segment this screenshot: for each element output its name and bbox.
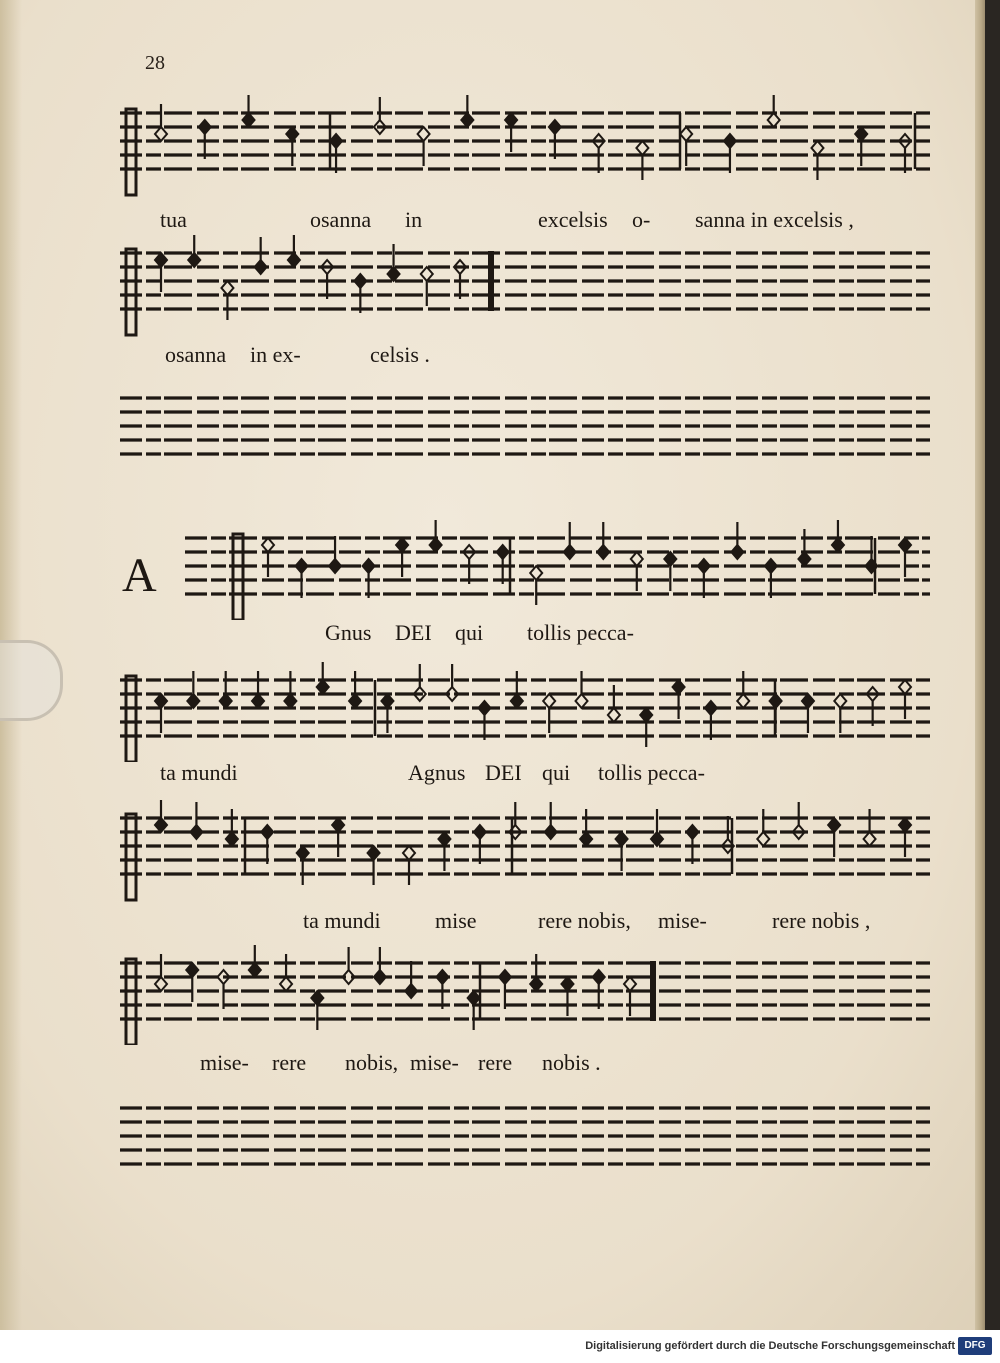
note-icon	[530, 954, 542, 991]
note-icon	[288, 235, 300, 267]
note-icon	[737, 671, 749, 708]
staff	[120, 390, 930, 465]
note-icon	[262, 538, 274, 577]
music-system-3-empty	[120, 390, 930, 465]
lyric-word: excelsis	[538, 207, 608, 232]
note-icon	[438, 832, 450, 871]
note-icon	[543, 694, 555, 733]
note-icon	[155, 800, 167, 832]
final-barline	[488, 251, 494, 311]
lyric-word: rere nobis,	[538, 908, 631, 933]
clef-icon	[233, 534, 243, 620]
note-icon	[664, 552, 676, 591]
lyrics-line	[120, 908, 930, 938]
note-icon	[221, 281, 233, 320]
note-icon	[468, 991, 480, 1030]
lyrics-line	[120, 1050, 930, 1080]
note-icon	[576, 671, 588, 708]
note-icon	[802, 694, 814, 733]
clef-icon	[126, 109, 136, 195]
note-icon	[155, 954, 167, 991]
digitization-footer	[0, 1330, 1000, 1363]
note-icon	[311, 991, 323, 1030]
note-icon	[636, 141, 648, 180]
note-icon	[418, 127, 430, 166]
staff	[120, 945, 930, 1045]
note-icon	[286, 127, 298, 166]
footer-credit: Digitalisierung gefördert durch die Deutsche Forschungsgemeinschaft	[585, 1340, 955, 1352]
note-icon	[770, 694, 782, 733]
note-icon	[155, 104, 167, 141]
note-icon	[899, 538, 911, 577]
note-icon	[828, 818, 840, 857]
lyric-word: rere	[478, 1050, 513, 1075]
note-icon	[155, 694, 167, 733]
lyric-word: celsis .	[370, 342, 430, 367]
lyric-word: tollis pecca-	[527, 620, 634, 645]
note-icon	[155, 253, 167, 292]
music-system-8-empty	[120, 1100, 930, 1175]
staff	[120, 1100, 930, 1175]
note-icon	[461, 95, 473, 127]
note-icon	[545, 802, 557, 839]
note-icon	[190, 802, 202, 839]
note-icon	[317, 662, 329, 694]
lyrics-line	[120, 207, 930, 237]
note-icon	[187, 671, 199, 708]
note-icon	[640, 708, 652, 747]
lyric-word: mise	[435, 908, 477, 933]
note-icon	[608, 685, 620, 722]
note-icon	[343, 947, 355, 984]
clef-icon	[126, 959, 136, 1045]
lyric-word: mise-	[658, 908, 707, 933]
note-icon	[680, 127, 692, 166]
music-system-2	[120, 235, 930, 367]
note-icon	[864, 809, 876, 846]
note-icon	[511, 671, 523, 708]
note-icon	[396, 538, 408, 577]
lyric-word: qui	[542, 760, 571, 785]
lyric-word: DEI	[395, 620, 432, 645]
note-icon	[186, 963, 198, 1002]
note-icon	[430, 520, 442, 552]
note-icon	[899, 680, 911, 719]
paper-clip-icon	[0, 640, 63, 721]
lyrics-line	[120, 760, 930, 790]
lyric-word: ta mundi	[160, 760, 238, 785]
note-icon	[561, 977, 573, 1016]
note-icon	[255, 237, 267, 274]
lyric-word: sanna in excelsis ,	[695, 207, 854, 232]
note-icon	[624, 977, 636, 1016]
dfg-logo: DFG	[958, 1337, 992, 1355]
note-icon	[505, 113, 517, 152]
note-icon	[405, 961, 417, 998]
lyric-word: rere	[272, 1050, 307, 1075]
note-icon	[631, 552, 643, 591]
lyric-word: ta mundi	[303, 908, 381, 933]
note-icon	[616, 832, 628, 871]
music-system-6	[120, 800, 930, 933]
lyric-word: Gnus	[325, 620, 372, 645]
staff	[185, 520, 930, 620]
note-icon	[673, 680, 685, 719]
lyrics-line	[120, 342, 930, 372]
note-icon	[249, 945, 261, 977]
note-icon	[855, 127, 867, 166]
lyric-word: o-	[632, 207, 651, 232]
staff	[120, 800, 930, 905]
lyric-word: tollis pecca-	[598, 760, 705, 785]
note-icon	[284, 671, 296, 708]
staff	[120, 235, 930, 340]
lyric-word: osanna	[310, 207, 372, 232]
note-icon	[421, 267, 433, 306]
note-icon	[580, 809, 592, 846]
staff	[120, 662, 930, 762]
note-icon	[798, 529, 810, 566]
lyric-word: nobis .	[542, 1050, 601, 1075]
note-icon	[297, 846, 309, 885]
initial-letter: A	[122, 549, 157, 602]
lyric-word: in ex-	[250, 342, 301, 367]
note-icon	[388, 244, 400, 281]
note-icon	[530, 566, 542, 605]
lyric-word: tua	[160, 207, 187, 232]
note-icon	[834, 694, 846, 733]
note-icon	[252, 671, 264, 708]
music-system-5	[120, 662, 930, 785]
note-icon	[374, 947, 386, 984]
lyric-word: DEI	[485, 760, 522, 785]
note-icon	[651, 809, 663, 846]
clef-icon	[126, 249, 136, 335]
note-icon	[332, 818, 344, 857]
note-icon	[368, 846, 380, 885]
note-icon	[381, 694, 393, 733]
note-icon	[811, 141, 823, 180]
note-icon	[220, 671, 232, 708]
lyric-word: nobis,	[345, 1050, 399, 1075]
note-icon	[329, 536, 341, 573]
note-icon	[731, 522, 743, 559]
note-icon	[564, 522, 576, 559]
lyric-word: osanna	[165, 342, 227, 367]
note-icon	[832, 520, 844, 552]
lyric-word: mise-	[200, 1050, 249, 1075]
note-icon	[188, 235, 200, 267]
note-icon	[446, 664, 458, 701]
clef-icon	[126, 814, 136, 900]
note-icon	[280, 954, 292, 991]
note-icon	[403, 846, 415, 885]
note-icon	[226, 809, 238, 846]
music-system-7	[120, 945, 930, 1075]
lyric-word: mise-	[410, 1050, 459, 1075]
note-icon	[757, 809, 769, 846]
lyrics-line	[185, 620, 930, 650]
lyric-word: qui	[455, 620, 484, 645]
note-icon	[243, 95, 255, 127]
staff	[120, 95, 930, 200]
lyric-word: in	[405, 207, 423, 232]
lyric-word: Agnus	[408, 760, 466, 785]
final-barline	[650, 961, 656, 1021]
note-icon	[597, 522, 609, 559]
page-number: 28	[145, 52, 165, 74]
note-icon	[899, 818, 911, 857]
clef-icon	[126, 676, 136, 762]
music-system-4	[185, 520, 930, 645]
note-icon	[768, 95, 780, 127]
page-edge	[975, 0, 985, 1330]
lyric-word: rere nobis ,	[772, 908, 871, 933]
note-icon	[349, 671, 361, 708]
music-system-1	[120, 95, 930, 232]
